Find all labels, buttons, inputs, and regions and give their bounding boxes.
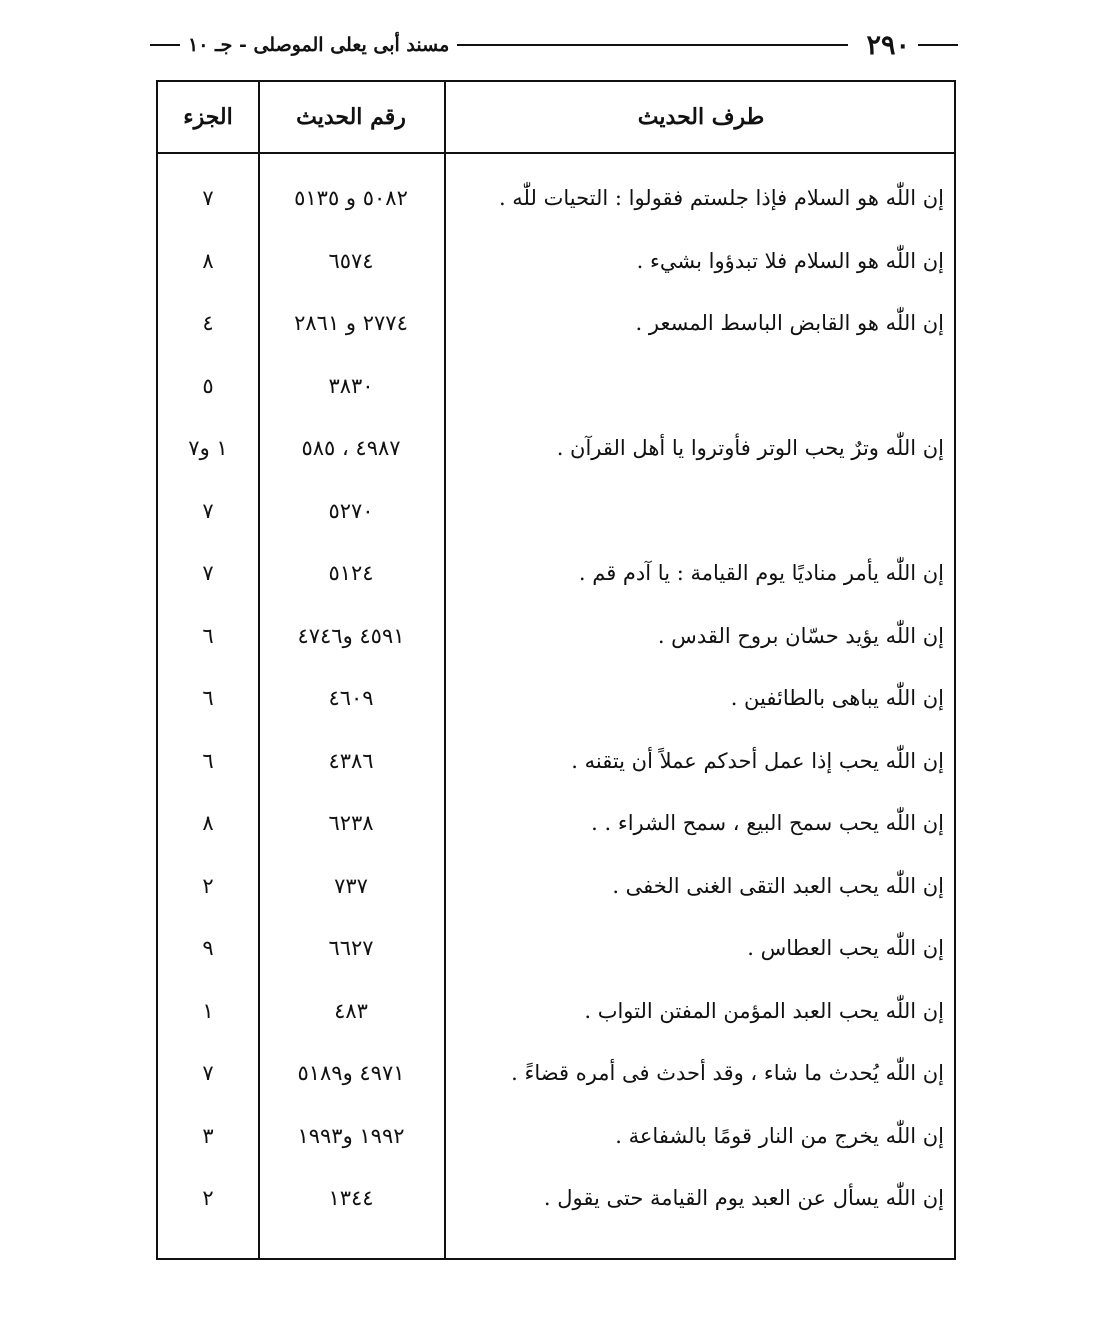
hadith-cell: إن اللّٰه يحب إذا عمل أحدكم عملاً أن يتقنه .: [571, 748, 944, 773]
table-row: [158, 237, 954, 300]
part-cell: ٧: [202, 561, 214, 585]
hadith-number-cell: ٥٢٧٠: [328, 498, 374, 523]
part-cell: ١: [202, 998, 214, 1023]
hadith-number-cell: ٤٩٧١ و٥١٨٩: [297, 1061, 405, 1085]
hadith-number-cell: ٤٩٨٧ ، ٥٨٥: [301, 436, 401, 460]
table-row: [158, 737, 954, 800]
hadith-cell: إن اللّٰه يحب العبد التقى الغنى الخفى .: [612, 873, 944, 898]
hadith-number-cell: ٤٨٣: [334, 998, 368, 1023]
part-cell: ١ و٧: [188, 436, 228, 460]
header-rule-right: [918, 44, 958, 46]
hadith-cell: إن اللّٰه يأمر مناديًا يوم القيامة : يا آدم قم .: [578, 561, 944, 585]
hadith-number-cell: ٧٣٧: [334, 873, 368, 898]
table-row: [158, 1112, 954, 1175]
part-cell: ٧: [202, 186, 214, 210]
column-header-part: الجزء: [183, 104, 233, 130]
table-row: [158, 799, 954, 862]
hadith-cell: إن اللّٰه وترٌ يحب الوتر فأوتروا يا أهل القرآن .: [556, 436, 944, 460]
part-cell: ٧: [202, 1061, 214, 1085]
hadith-number-cell: ٦٢٣٨: [328, 811, 374, 835]
hadith-number-cell: ٥١٢٤: [328, 561, 374, 585]
header-rule-middle: [390, 44, 848, 46]
hadith-cell: إن اللّٰه يخرج من النار قومًا بالشفاعة .: [615, 1123, 944, 1148]
column-header-number: رقم الحديث: [296, 104, 406, 130]
table-row: [158, 612, 954, 675]
hadith-cell: إن اللّٰه هو السلام فلا تبدؤوا بشيء .: [636, 248, 944, 273]
table-row: [158, 1049, 954, 1112]
part-cell: ٤: [202, 311, 214, 335]
table-row: [158, 424, 954, 487]
column-header-hadith: طرف الحديث: [637, 104, 765, 130]
hadith-cell: إن اللّٰه يُحدث ما شاء ، وقد أحدث فى أمره قضاءً .: [511, 1061, 944, 1085]
table-row: [158, 862, 954, 925]
hadith-cell: إن اللّٰه يباهى بالطائفين .: [730, 686, 944, 710]
table-row: [158, 1174, 954, 1237]
hadith-cell: إن اللّٰه يحب سمح البيع ، سمح الشراء . .: [591, 811, 944, 835]
hadith-cell: إن اللّٰه هو القابض الباسط المسعر .: [635, 311, 944, 335]
hadith-cell: إن اللّٰه يسأل عن العبد يوم القيامة حتى يقول .: [543, 1186, 944, 1210]
hadith-number-cell: ٦٦٢٧: [328, 936, 374, 960]
table-row: [158, 362, 954, 425]
part-cell: ٦: [202, 748, 214, 773]
header-rule-left: [150, 44, 184, 46]
part-cell: ٥: [202, 373, 214, 398]
hadith-number-cell: ٢٧٧٤ و ٢٨٦١: [294, 311, 408, 335]
table-row: [158, 174, 954, 237]
table-body: [158, 174, 954, 1237]
hadith-cell: إن اللّٰه يحب العبد المؤمن المفتن التواب .: [584, 998, 944, 1023]
hadith-number-cell: ٦٥٧٤: [328, 248, 374, 273]
hadith-number-cell: ٣٨٣٠: [328, 373, 374, 398]
part-cell: ٢: [202, 873, 214, 898]
running-header: [150, 30, 958, 64]
part-cell: ٧: [202, 498, 214, 523]
table-row: [158, 549, 954, 612]
table-row: [158, 674, 954, 737]
hadith-number-cell: ٤٣٨٦: [328, 748, 374, 773]
hadith-cell: إن اللّٰه يؤيد حسّان بروح القدس .: [657, 623, 944, 648]
hadith-number-cell: ٤٥٩١ و٤٧٤٦: [297, 623, 405, 648]
table-row: [158, 924, 954, 987]
part-cell: ٨: [202, 248, 214, 273]
table-row: [158, 487, 954, 550]
part-cell: ٦: [202, 623, 214, 648]
header-divider: [158, 152, 954, 154]
hadith-number-cell: ٥٠٨٢ و ٥١٣٥: [294, 186, 408, 210]
part-cell: ٩: [202, 936, 214, 960]
hadith-index-table: [156, 80, 956, 1260]
hadith-number-cell: ١٩٩٢ و١٩٩٣: [297, 1123, 405, 1148]
part-cell: ٣: [202, 1123, 214, 1148]
part-cell: ٦: [202, 686, 214, 710]
hadith-number-cell: ١٣٤٤: [328, 1186, 374, 1210]
book-title: مسند أبى يعلى الموصلى - جـ ١٠: [180, 34, 457, 56]
table-row: [158, 299, 954, 362]
part-cell: ٢: [202, 1186, 214, 1210]
hadith-number-cell: ٤٦٠٩: [328, 686, 374, 710]
page-number: ٢٩٠: [858, 30, 918, 61]
hadith-cell: إن اللّٰه يحب العطاس .: [747, 936, 944, 960]
table-row: [158, 987, 954, 1050]
part-cell: ٨: [202, 811, 214, 835]
hadith-cell: إن اللّٰه هو السلام فإذا جلستم فقولوا : التحيات للّٰه .: [498, 186, 944, 210]
